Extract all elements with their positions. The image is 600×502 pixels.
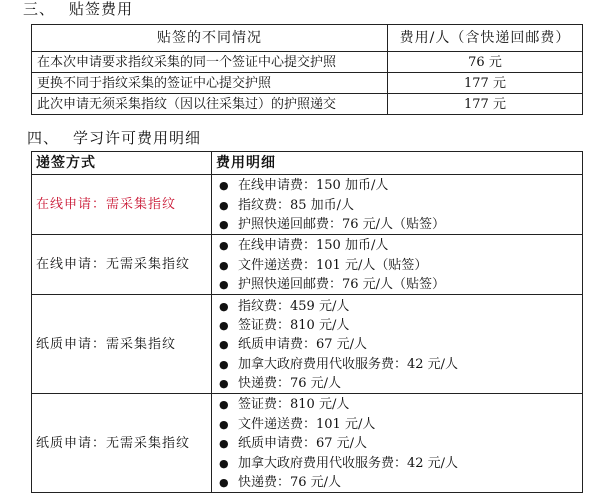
submission-method-cell: 纸质申请：需采集指纹 <box>32 295 212 394</box>
bullet-icon: ● <box>219 318 229 332</box>
fee-item-text: 快递费：76 元/人 <box>238 475 342 491</box>
bullet-icon: ● <box>219 456 229 470</box>
list-item <box>212 335 582 354</box>
fee-item-text: 护照快递回邮费：76 元/人（贴签） <box>238 216 446 232</box>
bullet-icon: ● <box>219 338 229 352</box>
list-item <box>212 256 582 275</box>
submission-method-cell: 纸质申请：无需采集指纹 <box>32 394 212 493</box>
list-item <box>212 374 582 393</box>
list-item <box>212 453 582 472</box>
sticker-fee-table <box>31 24 583 115</box>
bullet-icon: ● <box>219 377 229 391</box>
table-row <box>32 394 583 493</box>
fee-details-cell <box>212 295 583 394</box>
column-header: 贴签的不同情况 <box>32 25 388 52</box>
fee-item-text: 快递费：76 元/人 <box>238 376 342 392</box>
bullet-icon: ● <box>219 357 229 371</box>
fee-item-text: 文件递送费：101 元/人 <box>238 416 376 432</box>
fee-item-list <box>212 236 582 294</box>
bullet-icon: ● <box>219 398 229 412</box>
list-item <box>212 434 582 453</box>
fee-item-text: 护照快递回邮费：76 元/人（贴签） <box>238 277 446 293</box>
list-item <box>212 195 582 214</box>
list-item <box>212 395 582 414</box>
fee-item-list <box>212 296 582 393</box>
column-header: 递签方式 <box>32 152 212 175</box>
fee-item-text: 纸质申请费：67 元/人 <box>238 337 368 353</box>
fee-case-cell: 更换不同于指纹采集的签证中心提交护照 <box>32 73 388 94</box>
table-row <box>32 295 583 394</box>
table-row <box>32 235 583 295</box>
section4-heading <box>27 131 201 146</box>
list-item <box>212 473 582 492</box>
bullet-icon: ● <box>219 198 229 212</box>
list-item <box>212 296 582 315</box>
bullet-icon: ● <box>219 239 229 253</box>
fee-item-text: 在线申请费：150 加币/人 <box>238 178 389 194</box>
section3-title: 贴签费用 <box>69 0 134 18</box>
fee-details-cell <box>212 235 583 295</box>
bullet-icon: ● <box>219 417 229 431</box>
section3-heading <box>23 2 133 17</box>
fee-item-text: 文件递送费：101 元/人（贴签） <box>238 257 428 273</box>
fee-item-list <box>212 176 582 234</box>
fee-item-text: 指纹费：85 加币/人 <box>238 197 355 213</box>
bullet-icon: ● <box>219 299 229 313</box>
submission-method-cell: 在线申请：需采集指纹 <box>32 175 212 235</box>
bullet-icon: ● <box>219 476 229 490</box>
list-item <box>212 215 582 234</box>
list-item <box>212 355 582 374</box>
fee-item-text: 纸质申请费：67 元/人 <box>238 436 368 452</box>
fee-case-cell: 此次申请无须采集指纹（因以往采集过）的护照递交 <box>32 94 388 115</box>
list-item <box>212 176 582 195</box>
fee-details-cell <box>212 394 583 493</box>
table-row <box>32 94 583 115</box>
fee-amount-cell: 177 元 <box>388 73 583 94</box>
column-header: 费用明细 <box>212 152 583 175</box>
section4-title: 学习许可费用明细 <box>73 129 202 147</box>
fee-item-text: 加拿大政府费用代收服务费：42 元/人 <box>238 356 459 372</box>
bullet-icon: ● <box>219 278 229 292</box>
bullet-icon: ● <box>219 258 229 272</box>
list-item <box>212 316 582 335</box>
fee-amount-cell: 177 元 <box>388 94 583 115</box>
submission-method-cell: 在线申请：无需采集指纹 <box>32 235 212 295</box>
fee-details-cell <box>212 175 583 235</box>
table-row <box>32 52 583 73</box>
bullet-icon: ● <box>219 217 229 231</box>
bullet-icon: ● <box>219 437 229 451</box>
study-permit-fee-table <box>31 151 583 493</box>
list-item <box>212 275 582 294</box>
fee-item-text: 指纹费：459 元/人 <box>238 298 350 314</box>
section4-number: 四、 <box>27 129 60 147</box>
list-item <box>212 236 582 255</box>
section3-number: 三、 <box>23 0 56 18</box>
table-header-row <box>32 152 583 175</box>
table-row <box>32 175 583 235</box>
fee-item-list <box>212 395 582 492</box>
fee-item-text: 加拿大政府费用代收服务费：42 元/人 <box>238 455 459 471</box>
column-header: 费用/人（含快递回邮费） <box>388 25 583 52</box>
table-row <box>32 73 583 94</box>
fee-item-text: 签证费：810 元/人 <box>238 317 350 333</box>
fee-case-cell: 在本次申请要求指纹采集的同一个签证中心提交护照 <box>32 52 388 73</box>
fee-item-text: 在线申请费：150 加币/人 <box>238 238 389 254</box>
fee-amount-cell: 76 元 <box>388 52 583 73</box>
fee-item-text: 签证费：810 元/人 <box>238 397 350 413</box>
table-header-row <box>32 25 583 52</box>
list-item <box>212 415 582 434</box>
bullet-icon: ● <box>219 179 229 193</box>
